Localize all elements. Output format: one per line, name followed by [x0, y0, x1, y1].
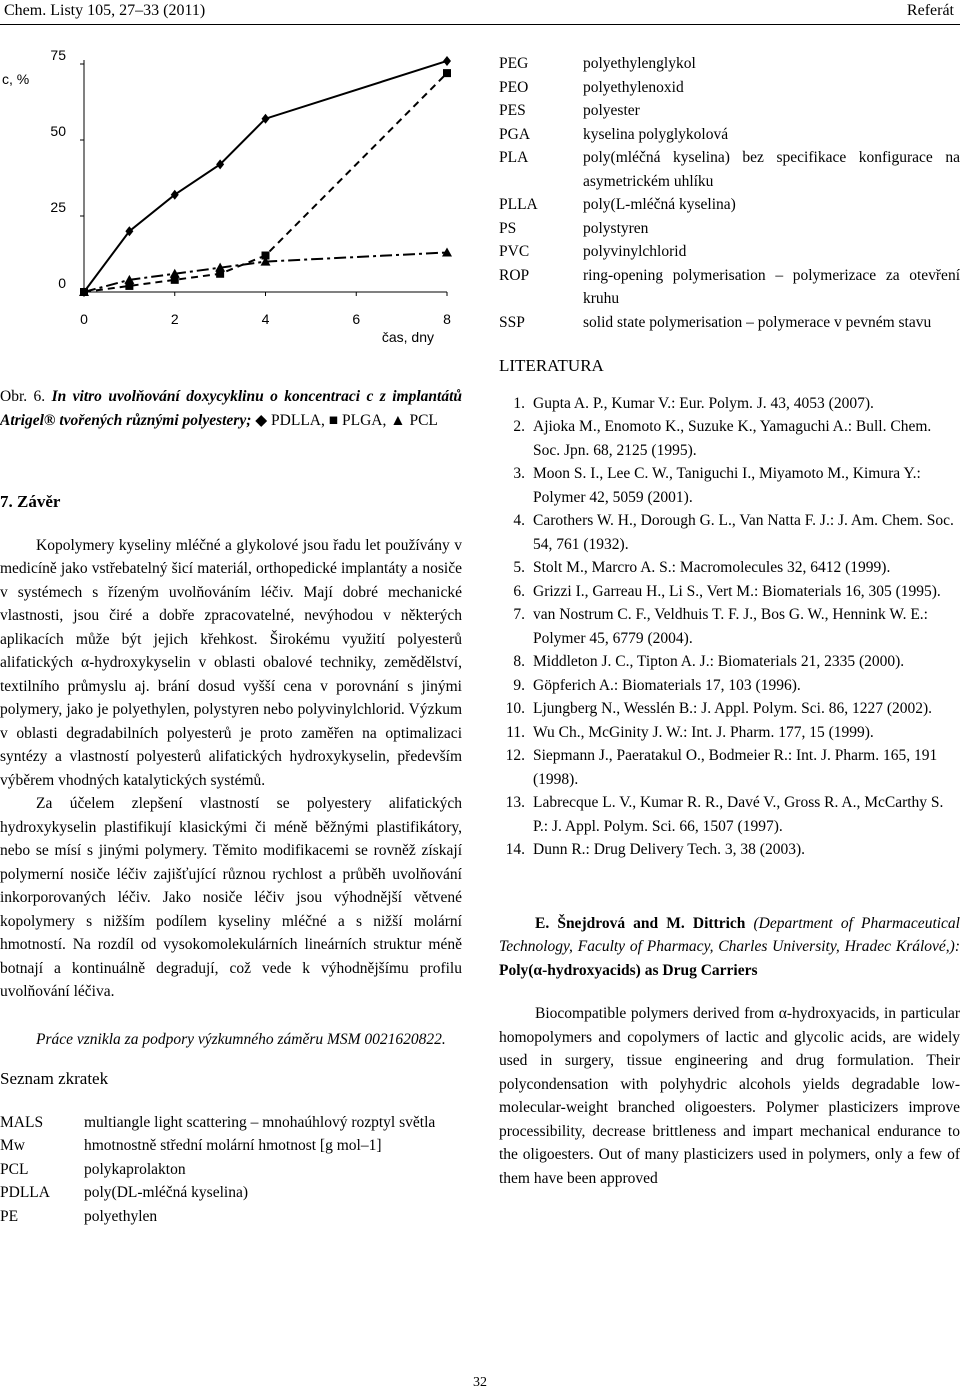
caption-text: In vitro uvolňování doxycyklinu o koncentraci c z implantátů Atrigel® tvořených různými polyestery; [0, 388, 463, 429]
abbrev-row [0, 1111, 462, 1135]
legend-pdlla: ◆ PDLLA, [255, 411, 325, 429]
reference-item [499, 674, 960, 698]
reference-item [499, 838, 960, 862]
abbrev-key: PEG [499, 55, 529, 72]
reference-number: 2. [513, 418, 525, 435]
data-point-plga [443, 69, 451, 77]
abbrev-key: PES [499, 102, 526, 119]
abbrev-key: ROP [499, 266, 530, 284]
x-tick-label: 6 [352, 311, 361, 327]
abbrev-key: PVC [499, 243, 530, 260]
abbrev-row [499, 240, 960, 264]
x-axis-label: čas, dny [381, 329, 434, 345]
abbrev-key: PDLLA [0, 1184, 50, 1201]
section-label: Referát [906, 2, 954, 19]
reference-item [499, 697, 960, 721]
reference-item [499, 556, 960, 580]
reference-text: Ajioka M., Enomoto K., Suzuke K., Yamaguchi A.: Bull. Chem. Soc. Jpn. 68, 2125 (1995). [533, 418, 932, 459]
reference-number: 14. [505, 841, 525, 858]
reference-number: 13. [505, 794, 525, 811]
abbrev-value: polyester [583, 102, 640, 119]
figure-caption [0, 385, 462, 432]
abbrev-row [499, 193, 960, 217]
abbrev-key: PE [0, 1207, 19, 1225]
y-tick-label: 0 [58, 275, 66, 291]
release-chart [0, 28, 462, 350]
reference-number: 9. [513, 676, 525, 694]
abbrev-value: hmotnostně střední molární hmotnost [g mol–1] [84, 1137, 382, 1154]
reference-item [499, 650, 960, 674]
reference-item [499, 415, 960, 462]
reference-text: van Nostrum C. F., Veldhuis T. F. J., Bos G. W., Hennink W. E.: Polymer 45, 6779 (2004). [533, 606, 928, 647]
abbrev-list [0, 1111, 462, 1229]
abbrev-row [499, 217, 960, 241]
paragraph-2: Za účelem zlepšení vlastností se polyestery alifatických hydroxykyselin plastifikují klasickými či méně běžnými plastifikátory, nebo se mísí s jinými polymery. Těmito modifikacemi se rovněž získají polymerní nosiče léčiv zajišťující různou rychlost a průběh uvolňování inkorporovaných léčiv. Jako nosiče léčiv jsou výhodnější větvené kopolymery s nižším podílem kyseliny mléčné a s nižší molární hmotností. Na rozdíl od vysokomolekulárních lineárních struktur méně botnají a kontinuálně degradují, což vede k výhodnějšímu profilu uvolňování léčiva. [0, 795, 462, 1000]
abbrev-value: polyethylen [84, 1207, 158, 1225]
legend-plga: ■ PLGA, [328, 411, 387, 429]
abbrev-key: MALS [0, 1113, 44, 1131]
abstract-affiliation: (Department of Pharmaceutical Technology, Faculty of Pharmacy, Charles University, Hradec Králové,): [499, 914, 960, 955]
abstract-authors: E. Šnejdrová and M. Dittrich [535, 914, 746, 932]
abbrev-row [0, 1181, 462, 1205]
reference-item [499, 580, 960, 604]
y-axis-label: c, % [2, 71, 30, 87]
left-column [0, 355, 462, 1228]
abbrev-list-continued [499, 52, 960, 334]
x-tick-label: 2 [170, 311, 179, 327]
journal-citation: Chem. Listy 105, 27–33 (2011) [4, 2, 206, 19]
reference-number: 8. [513, 653, 525, 670]
abbrev-key: PLLA [499, 196, 538, 213]
abbrev-key: PCL [0, 1160, 29, 1178]
abbrev-value: polyethylenoxid [583, 78, 684, 96]
reference-number: 6. [513, 582, 525, 600]
reference-text: Ljungberg N., Wesslén B.: J. Appl. Polym. Sci. 86, 1227 (2002). [533, 700, 933, 717]
reference-number: 7. [513, 606, 525, 623]
abbrev-value: polyethylenglykol [583, 55, 696, 72]
y-tick-label: 75 [50, 47, 66, 63]
section-title: 7. Závěr [0, 492, 61, 511]
reference-number: 3. [513, 465, 525, 482]
reference-text: Wu Ch., McGinity J. W.: Int. J. Pharm. 177, 15 (1999). [533, 723, 874, 741]
abbrev-value: poly(DL-mléčná kyselina) [84, 1184, 248, 1201]
y-tick-label: 25 [50, 199, 66, 215]
reference-text: Labrecque L. V., Kumar R. R., Davé V., Gross R. A., McCarthy S. P.: J. Appl. Polym. Sci. 66, 1507 (1997). [533, 794, 944, 835]
abbrev-key: PGA [499, 125, 531, 143]
abbrev-value: solid state polymerisation – polymerace v pevném stavu [583, 313, 932, 331]
reference-number: 12. [505, 747, 525, 764]
right-column [499, 0, 960, 1190]
abbrev-key: SSP [499, 313, 525, 331]
reference-text: Middleton J. C., Tipton A. J.: Biomaterials 21, 2335 (2000). [533, 653, 905, 670]
reference-number: 1. [513, 394, 525, 412]
abbrev-row [499, 76, 960, 100]
acknowledgement: Práce vznikla za podpory výzkumného záměru MSM 0021620822. [36, 1030, 446, 1048]
abbrev-row [499, 264, 960, 311]
caption-lead: Obr. 6. [0, 388, 46, 405]
abbrev-row [0, 1134, 462, 1158]
reference-text: Göpferich A.: Biomaterials 17, 103 (1996). [533, 676, 801, 694]
abbrev-value: kyselina polyglykolová [583, 125, 729, 143]
abbrev-title: Seznam zkratek [0, 1069, 109, 1088]
abstract-title: Poly(α-hydroxyacids) as Drug Carriers [499, 961, 758, 979]
abbrev-value: polystyren [583, 219, 649, 237]
abbrev-value: ring-opening polymerisation – polymerizace za otevření kruhu [583, 266, 960, 307]
reference-text: Dunn R.: Drug Delivery Tech. 3, 38 (2003). [533, 841, 805, 858]
reference-number: 4. [513, 512, 525, 529]
data-point-pdlla [443, 56, 451, 66]
reference-text: Carothers W. H., Dorough G. L., Van Natta F. J.: J. Am. Chem. Soc. 54, 761 (1932). [533, 512, 954, 553]
reference-item [499, 744, 960, 791]
abbrev-row [499, 52, 960, 76]
abbrev-value: multiangle light scattering – mnohaúhlový rozptyl světla [84, 1113, 436, 1131]
reference-text: Grizzi I., Garreau H., Li S., Vert M.: Biomaterials 16, 305 (1995). [533, 582, 941, 600]
abbrev-value: poly(mléčná kyselina) bez specifikace konfigurace na asymetrickém uhlíku [583, 149, 960, 190]
reference-text: Gupta A. P., Kumar V.: Eur. Polym. J. 43, 4053 (2007). [533, 394, 874, 412]
abbrev-key: Mw [0, 1137, 25, 1154]
abbrev-key: PEO [499, 78, 529, 96]
abstract-body: Biocompatible polymers derived from α-hydroxyacids, in particular homopolymers and copolymers of lactic and glycolic acids, are widely used in surgery, tissue engineering and drug formulation. Their polycondensation with polyhydric alcohols yields degradable low-molecular-weight branched oligoesters. Polymer plasticizers improve processibility, decrease brittleness and impart mechanical endurance to the oligoesters. Out of many plasticizers used in polymers, only a few of them have been approved [499, 1005, 960, 1187]
x-tick-label: 8 [443, 311, 451, 327]
abbrev-row [499, 99, 960, 123]
abbrev-row [499, 146, 960, 193]
abbrev-key: PS [499, 219, 517, 237]
reference-number: 5. [513, 559, 525, 576]
abbrev-key: PLA [499, 149, 529, 166]
reference-text: Moon S. I., Lee C. W., Taniguchi I., Miyamoto M., Kimura Y.: Polymer 42, 5059 (2001). [533, 465, 921, 506]
abbrev-row [499, 311, 960, 335]
abstract-header [499, 912, 960, 983]
abbrev-row [0, 1158, 462, 1182]
reference-text: Stolt M., Marcro A. S.: Macromolecules 32, 6412 (1999). [533, 559, 891, 576]
reference-item [499, 509, 960, 556]
y-tick-label: 50 [50, 123, 66, 139]
page-number: 32 [473, 1375, 487, 1390]
abbrev-value: poly(L-mléčná kyselina) [583, 196, 736, 213]
reference-item [499, 791, 960, 838]
reference-item [499, 392, 960, 416]
reference-number: 10. [505, 700, 525, 717]
x-tick-label: 0 [80, 311, 88, 327]
reference-item [499, 603, 960, 650]
abbrev-row [499, 123, 960, 147]
legend-pcl: ▲ PCL [390, 411, 438, 429]
paragraph-1: Kopolymery kyseliny mléčné a glykolové jsou řadu let používány v medicíně jako vstřebatelný šicí materiál, orthopedické implantáty a nosiče v systémech s řízeným uvolňováním léčiv. Mají dobré mechanické vlastnosti, jsou čiré a dobře zpracovatelné, nevýhodou v některých aplikacích může být jejich křehkost. Širokému využití polyesterů alifatických α-hydroxykyselin v oblasti obalové techniky, zemědělství, textilního průmyslu aj. brání dosud vyšší cena v porovnání s jinými polymery, jako je polyethylen, polystyren nebo polyvinylchlorid. Výzkum v oblasti degradabilních polyesterů je proto zaměřen na optimalizaci syntézy a vlastností polyesterů alifatických hydroxykyselin, především výběrem vhodných katalytických systémů. [0, 536, 462, 789]
reference-list [499, 392, 960, 862]
abbrev-row [0, 1205, 462, 1229]
x-tick-label: 4 [261, 311, 270, 327]
references-title: LITERATURA [499, 356, 604, 375]
reference-item [499, 721, 960, 745]
reference-item [499, 462, 960, 509]
reference-number: 11. [506, 723, 525, 741]
abbrev-value: polyvinylchlorid [583, 243, 687, 260]
abbrev-value: polykaprolakton [84, 1160, 186, 1178]
reference-text: Siepmann J., Paeratakul O., Bodmeier R.: Int. J. Pharm. 165, 191 (1998). [533, 747, 938, 788]
